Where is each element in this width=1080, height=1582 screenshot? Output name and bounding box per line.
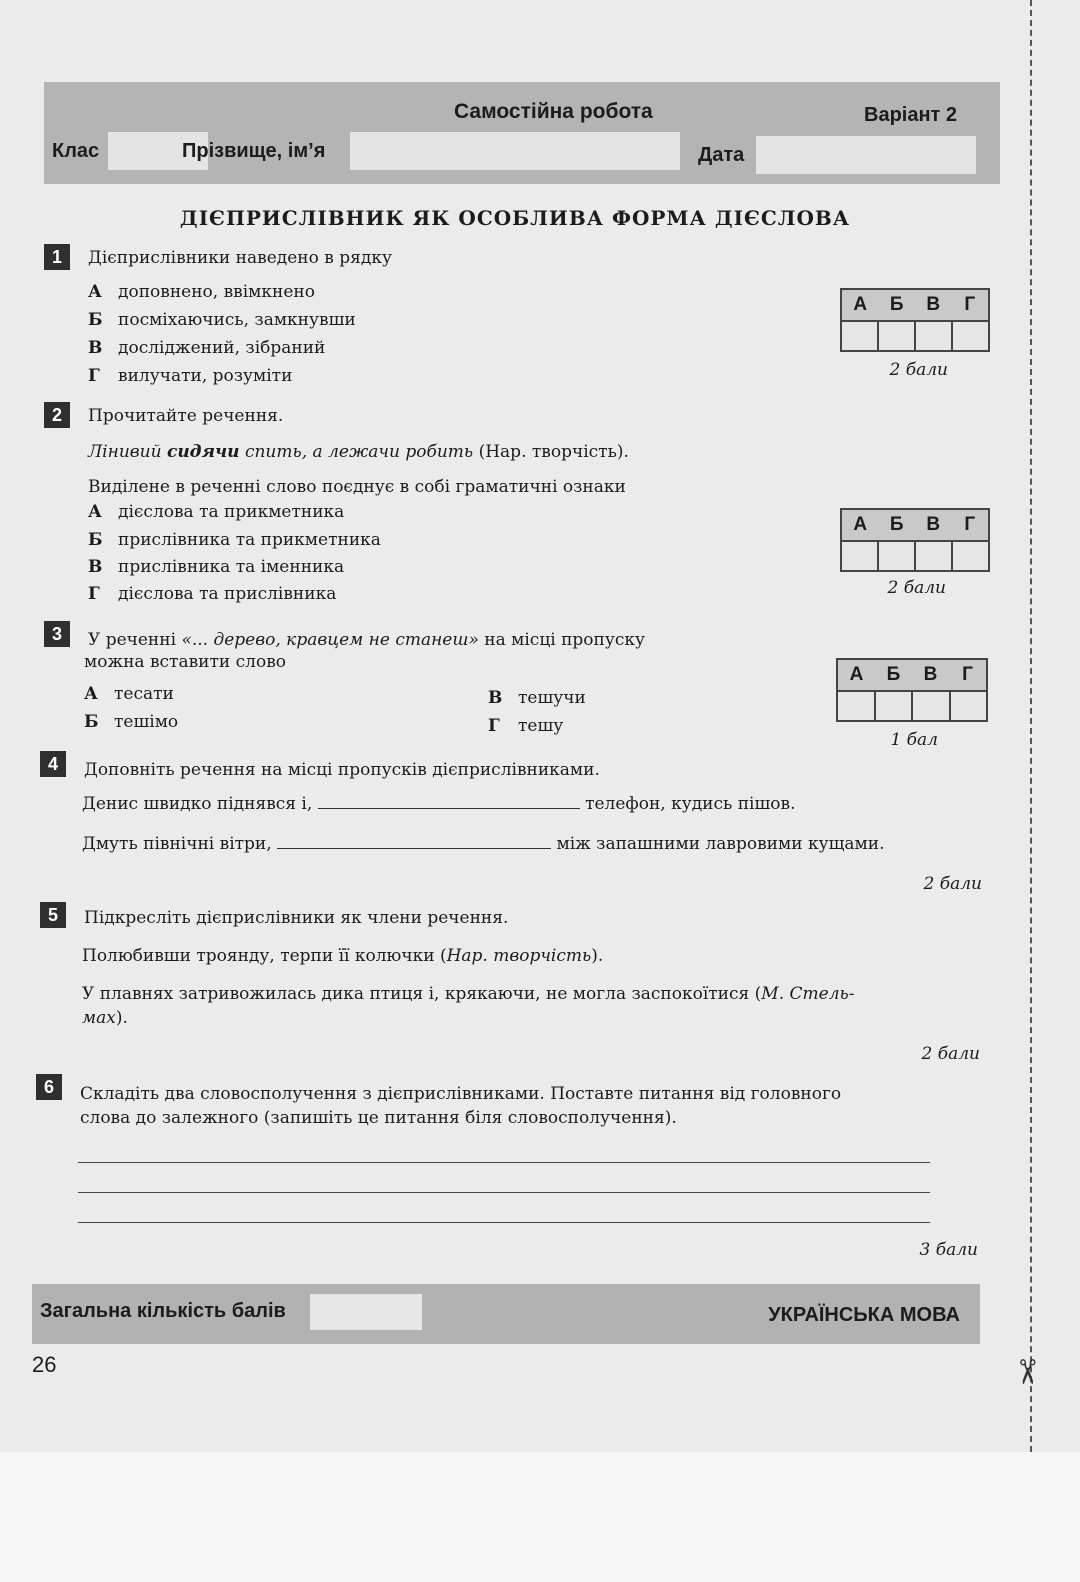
total-score-label: Загальна кількість балів <box>40 1300 286 1322</box>
q5-score: 2 бали <box>921 1044 980 1064</box>
cut-line <box>1030 0 1032 1452</box>
q1-answer-grid: А Б В Г <box>840 288 990 352</box>
question-number-6: 6 <box>36 1074 62 1100</box>
scissors-icon: ✂ <box>1006 1357 1047 1387</box>
q3-prompt-line2: можна вставити слово <box>84 652 286 672</box>
q5-sentence-2: У плавнях затривожилась дика птиця і, крякаючи, не могла заспокоїтися (М. Стель- <box>82 984 855 1004</box>
q2-option-c: В прислівника та іменника <box>88 557 345 577</box>
q1-option-b: Б посміхаючись, замкнувши <box>88 310 356 330</box>
page-title: ДІЄПРИСЛІВНИК ЯК ОСОБЛИВА ФОРМА ДІЄСЛОВА <box>179 206 851 230</box>
answer-cell[interactable] <box>953 322 988 350</box>
answer-cell[interactable] <box>838 692 876 720</box>
q2-option-a: А дієслова та прикметника <box>88 502 345 522</box>
question-number-1: 1 <box>44 244 70 270</box>
q3-option-c: В тешучи <box>488 688 586 708</box>
q1-option-a: А доповнено, ввімкнено <box>88 282 315 302</box>
q1-option-d: Г вилучати, розуміти <box>88 366 293 386</box>
q6-answer-line-3[interactable] <box>78 1222 930 1223</box>
q2-prompt: Прочитайте речення. <box>88 406 284 426</box>
answer-cell[interactable] <box>879 542 916 570</box>
q4-score: 2 бали <box>923 874 982 894</box>
q1-option-c: В досліджений, зібраний <box>88 338 326 358</box>
date-field[interactable] <box>756 136 976 174</box>
variant-label: Варіант 2 <box>864 104 958 126</box>
answer-cell[interactable] <box>879 322 916 350</box>
question-number-3: 3 <box>44 621 70 647</box>
question-number-5: 5 <box>40 902 66 928</box>
question-number-4: 4 <box>40 751 66 777</box>
answer-cell[interactable] <box>876 692 914 720</box>
q3-option-a: А тесати <box>84 684 174 704</box>
answer-cell[interactable] <box>842 322 879 350</box>
q2-sentence: Лінивий сидячи спить, а лежачи робить (Нар. творчість). <box>88 442 629 462</box>
q6-answer-line-2[interactable] <box>78 1192 930 1193</box>
q6-prompt-line2: слова до залежного (запишіть це питання біля словосполучення). <box>80 1108 677 1128</box>
q2-option-b: Б прислівника та прикметника <box>88 530 381 550</box>
footer-band <box>32 1284 980 1344</box>
q6-answer-line-1[interactable] <box>78 1162 930 1163</box>
q3-answer-grid: А Б В Г <box>836 658 988 722</box>
q5-prompt: Підкресліть дієприслівники як члени речення. <box>84 908 509 928</box>
name-field[interactable] <box>350 132 680 170</box>
q4-blank-2[interactable] <box>277 848 551 849</box>
q4-sentence-2: Дмуть північні вітри, між запашними лавровими кущами. <box>82 834 885 854</box>
q3-score: 1 бал <box>890 730 938 750</box>
q3-option-d: Г тешу <box>488 716 564 736</box>
total-score-field[interactable] <box>310 1294 422 1330</box>
q1-prompt: Дієприслівники наведено в рядку <box>88 248 392 268</box>
q4-sentence-1: Денис швидко піднявся і, телефон, кудись пішов. <box>82 794 796 814</box>
q6-prompt-line1: Складіть два словосполучення з дієприслівниками. Поставте питання від головного <box>80 1084 842 1104</box>
q4-blank-1[interactable] <box>318 808 580 809</box>
answer-cell[interactable] <box>916 322 953 350</box>
date-label: Дата <box>698 144 745 166</box>
name-label: Прізвище, ім’я <box>182 140 326 162</box>
q2-task: Виділене в реченні слово поєднує в собі граматичні ознаки <box>88 477 626 497</box>
answer-cell[interactable] <box>951 692 987 720</box>
answer-cell[interactable] <box>913 692 951 720</box>
q2-score: 2 бали <box>887 578 946 598</box>
q2-answer-grid: А Б В Г <box>840 508 990 572</box>
q4-prompt: Доповніть речення на місці пропусків дієприслівниками. <box>84 760 600 780</box>
q1-score: 2 бали <box>889 360 948 380</box>
answer-cell[interactable] <box>953 542 988 570</box>
header-band <box>44 82 1000 184</box>
q2-option-d: Г дієслова та прислівника <box>88 584 337 604</box>
q6-score: 3 бали <box>919 1240 978 1260</box>
page-number: 26 <box>32 1352 57 1377</box>
subject-label: УКРАЇНСЬКА МОВА <box>768 1304 960 1326</box>
work-title: Самостійна робота <box>454 100 653 123</box>
answer-cell[interactable] <box>842 542 879 570</box>
answer-cell[interactable] <box>916 542 953 570</box>
q3-prompt: У реченні «... дерево, кравцем не станеш» на місці пропуску <box>88 630 646 650</box>
q3-option-b: Б тешімо <box>84 712 179 732</box>
q5-sentence-2-end: мах). <box>82 1008 128 1028</box>
q5-sentence-1: Полюбивши троянду, терпи її колючки (Нар. творчість). <box>82 946 604 966</box>
class-label: Клас <box>52 140 100 162</box>
question-number-2: 2 <box>44 402 70 428</box>
